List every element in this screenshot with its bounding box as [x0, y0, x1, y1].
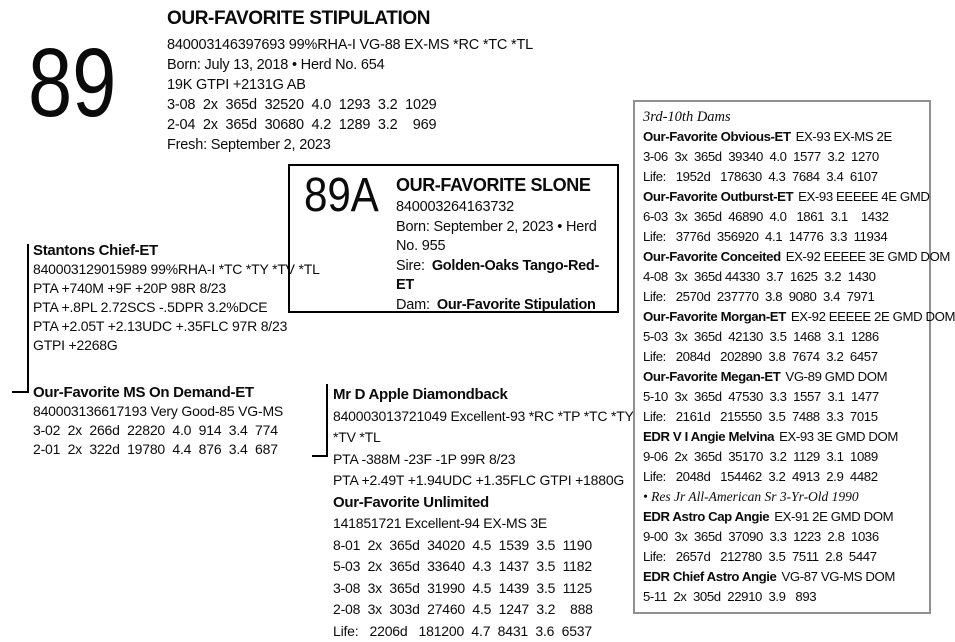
- calf-details: [396, 175, 611, 315]
- dam-entry-record: Life: 2048d 154462 3.2 4913 2.9 4482: [643, 467, 921, 487]
- dam-entry-record: Life: 3776d 356920 4.1 14776 3.3 11934: [643, 227, 921, 247]
- dam-entry-rating: VG-89 GMD DOM: [785, 369, 887, 384]
- dam-reg: 840003136617193 Very Good-85 VG-MS: [33, 402, 323, 421]
- maternal-sire-pta: PTA +2.49T +1.94UDC +1.35FLC GTPI +1880G: [333, 470, 643, 492]
- calf-box: [288, 164, 619, 313]
- dam-entry-record: Life: 1952d 178630 4.3 7684 3.4 6107: [643, 167, 921, 187]
- second-dam-reg: 141851721 Excellent-94 EX-MS 3E: [333, 513, 643, 535]
- dam-label: Dam:: [396, 297, 430, 313]
- dam-entry: [643, 127, 921, 187]
- dam-entry-rating: VG-87 VG-MS DOM: [782, 569, 895, 584]
- dam-entry-record: 6-03 3x 365d 46890 4.0 1861 3.1 1432: [643, 207, 921, 227]
- lot-registration: 840003146397693 99%RHA-I VG-88 EX-MS *RC *TC *TL: [167, 35, 617, 55]
- dam-entry: [643, 247, 921, 307]
- sire-section: [33, 241, 323, 355]
- sire-reg: 840003129015989 99%RHA-I *TC *TY *TV *TL: [33, 260, 323, 279]
- dam-section: [33, 383, 323, 459]
- calf-title: OUR-FAVORITE SLONE: [396, 175, 611, 196]
- calf-dam-line: [396, 296, 611, 316]
- sire-label: Sire:: [396, 258, 425, 274]
- lot-number: 89: [28, 34, 116, 131]
- lot-title: OUR-FAVORITE STIPULATION: [167, 8, 617, 30]
- dam-entry-name: Our-Favorite Outburst-ET: [643, 189, 793, 204]
- dam-entry-rating: EX-92 EEEEE 2E GMD DOM: [791, 309, 955, 324]
- maternal-sire-pta: PTA -388M -23F -1P 99R 8/23: [333, 449, 643, 471]
- sire-name: Golden-Oaks Tango-Red-ET: [396, 258, 599, 294]
- second-dam-name: Our-Favorite Unlimited: [333, 492, 643, 514]
- dam-entry: [643, 187, 921, 247]
- second-dam-record: Life: 2206d 181200 4.7 8431 3.6 6537: [333, 621, 643, 642]
- lot-record: 2-04 2x 365d 30680 4.2 1289 3.2 969: [167, 115, 617, 135]
- dam-entry-record: 5-11 2x 305d 22910 3.9 893: [643, 587, 921, 607]
- dam-entry-name: EDR Astro Cap Angie: [643, 509, 769, 524]
- lot-record: 3-08 2x 365d 32520 4.0 1293 3.2 1029: [167, 95, 617, 115]
- lot-born: Born: July 13, 2018 • Herd No. 654: [167, 55, 617, 75]
- dam-entry-record: 9-00 3x 365d 37090 3.3 1223 2.8 1036: [643, 527, 921, 547]
- dam-entry-record: 3-06 3x 365d 39340 4.0 1577 3.2 1270: [643, 147, 921, 167]
- second-dam-record: 5-03 2x 365d 33640 4.3 1437 3.5 1182: [333, 556, 643, 578]
- pedigree-bracket-left-tick: [12, 391, 27, 393]
- maternal-sire-name: Mr D Apple Diamondback: [333, 384, 643, 406]
- dam-section-name: Our-Favorite MS On Demand-ET: [33, 383, 323, 402]
- dam-entry-record: Life: 2657d 212780 3.5 7511 2.8 5447: [643, 547, 921, 567]
- dam-entry-record: 5-03 3x 365d 42130 3.5 1468 3.1 1286: [643, 327, 921, 347]
- further-dams-title: 3rd-10th Dams: [643, 108, 921, 127]
- lot-gtpi: 19K GTPI +2131G AB: [167, 75, 617, 95]
- pedigree-bracket-mid-tick: [312, 455, 326, 457]
- dam-entry: [643, 507, 921, 567]
- calf-sire-line: [396, 257, 611, 296]
- second-dam-section: [333, 384, 643, 642]
- dam-entry-award-note: • Res Jr All-American Sr 3-Yr-Old 1990: [643, 487, 921, 507]
- sire-pta: PTA +740M +9F +20P 98R 8/23: [33, 279, 323, 298]
- dam-entry-name: EDR V I Angie Melvina: [643, 429, 774, 444]
- dam-entry-record: Life: 2084d 202890 3.8 7674 3.2 6457: [643, 347, 921, 367]
- dam-record: 3-02 2x 266d 22820 4.0 914 3.4 774: [33, 421, 323, 440]
- dam-entry-name: Our-Favorite Conceited: [643, 249, 781, 264]
- dam-entry-rating: EX-91 2E GMD DOM: [774, 509, 893, 524]
- further-dams-box: [633, 100, 931, 614]
- dam-entry-record: 4-08 3x 365d 44330 3.7 1625 3.2 1430: [643, 267, 921, 287]
- sire-section-name: Stantons Chief-ET: [33, 241, 323, 260]
- dam-entry: [643, 427, 921, 507]
- dam-entry-rating: EX-93 EX-MS 2E: [796, 129, 892, 144]
- second-dam-record: 2-08 3x 303d 27460 4.5 1247 3.2 888: [333, 599, 643, 621]
- dam-entry-rating: EX-93 3E GMD DOM: [779, 429, 898, 444]
- pedigree-bracket-mid-vertical: [326, 384, 328, 457]
- dam-entry: [643, 367, 921, 427]
- dam-entry-record: Life: 2161d 215550 3.5 7488 3.3 7015: [643, 407, 921, 427]
- calf-registration: 840003264163732: [396, 198, 611, 218]
- dam-entry: [643, 307, 921, 367]
- dam-entry: [643, 567, 921, 607]
- lot-header: [167, 8, 617, 155]
- dam-entry-name: EDR Chief Astro Angie: [643, 569, 777, 584]
- dam-entry-record: 5-10 3x 365d 47530 3.3 1557 3.1 1477: [643, 387, 921, 407]
- maternal-sire-reg: 840003013721049 Excellent-93 *RC *TP *TC *TY *TV *TL: [333, 406, 643, 449]
- sire-pta: PTA +.8PL 2.72SCS -.5DPR 3.2%DCE: [33, 298, 323, 317]
- dam-entry-name: Our-Favorite Morgan-ET: [643, 309, 786, 324]
- dam-record: 2-01 2x 322d 19780 4.4 876 3.4 687: [33, 440, 323, 459]
- dam-entry-record: 9-06 2x 365d 35170 3.2 1129 3.1 1089: [643, 447, 921, 467]
- dam-entry-name: Our-Favorite Megan-ET: [643, 369, 780, 384]
- pedigree-bracket-left-vertical: [27, 244, 29, 393]
- sire-gtpi: GTPI +2268G: [33, 336, 323, 355]
- sire-pta: PTA +2.05T +2.13UDC +.35FLC 97R 8/23: [33, 317, 323, 336]
- dam-name: Our-Favorite Stipulation: [437, 297, 596, 313]
- second-dam-record: 3-08 3x 365d 31990 4.5 1439 3.5 1125: [333, 578, 643, 600]
- second-dam-record: 8-01 2x 365d 34020 4.5 1539 3.5 1190: [333, 535, 643, 557]
- dam-entry-rating: EX-92 EEEEE 3E GMD DOM: [786, 249, 950, 264]
- calf-born: Born: September 2, 2023 • Herd No. 955: [396, 218, 611, 257]
- dam-entry-name: Our-Favorite Obvious-ET: [643, 129, 791, 144]
- dam-entry-record: Life: 2570d 237770 3.8 9080 3.4 7971: [643, 287, 921, 307]
- lot-fresh: Fresh: September 2, 2023: [167, 135, 617, 155]
- calf-lot-number: 89A: [304, 172, 379, 220]
- dam-entry-rating: EX-93 EEEEE 4E GMD: [798, 189, 929, 204]
